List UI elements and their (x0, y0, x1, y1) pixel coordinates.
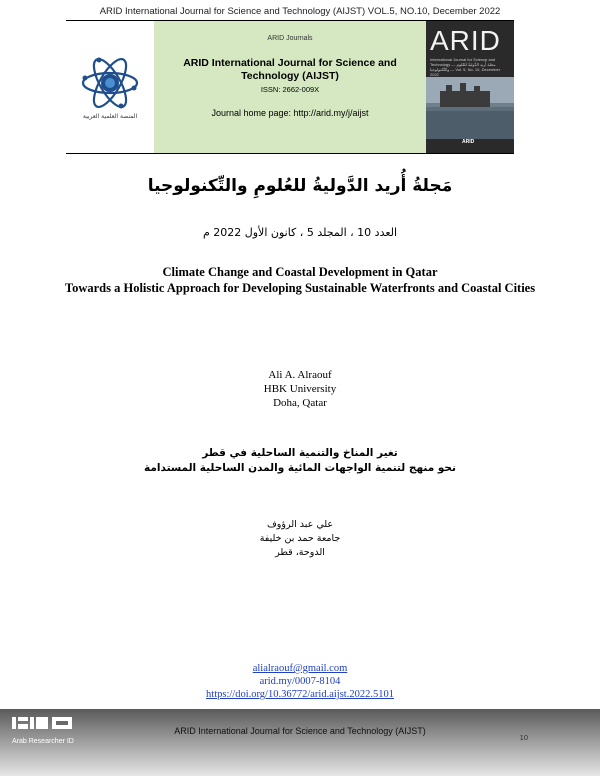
cover-footer-logo: ARID (462, 139, 475, 145)
paper-title-line: Climate Change and Coastal Development in Qatar (162, 265, 438, 279)
cover-subtitle: International Journal for Science and Technology — مجلة أُريد الدَّوليةُ للعُلومِ والتِّكنولوجيا — Vol. 5, No. 10, December 2022 (430, 57, 501, 77)
cover-photo-icon (426, 77, 514, 139)
arid-id-link[interactable]: arid.my/0007-8104 (259, 676, 341, 687)
author-location: Doha, Qatar (273, 397, 327, 409)
author-affiliation-arabic: جامعة حمد بن خليفة (259, 533, 341, 544)
journal-homepage[interactable]: Journal home page: http://arid.my/j/aijst (211, 108, 369, 118)
logo-caption: المنصة العلمية العربية (82, 113, 138, 120)
author-name-arabic: علي عبد الرؤوف (266, 519, 334, 530)
arabic-issue-info: العدد 10 ، المجلد 5 ، كانون الأول 2022 م (202, 226, 398, 239)
page-number: 10 (519, 733, 528, 742)
atom-logo-icon (79, 54, 141, 112)
paper-title (40, 264, 560, 296)
issn: ISSN: 2662-009X (260, 85, 320, 94)
page-footer (0, 709, 600, 776)
journal-info-box (154, 21, 426, 153)
doi-link[interactable]: https://doi.org/10.36772/arid.aijst.2022.5101 (206, 689, 394, 700)
paper-title-arabic (0, 446, 600, 476)
journals-label: ARID Journals (267, 35, 313, 42)
arid-id-label: Arab Researcher ID (12, 738, 74, 745)
author-location-arabic: الدوحة، قطر (275, 547, 325, 558)
author-affiliation: HBK University (263, 383, 337, 395)
author-name: Ali A. Alraouf (268, 369, 332, 381)
journal-banner (66, 20, 514, 154)
arabic-journal-title: مَجلةُ أُريد الدَّوليةُ للعُلومِ والتِّكنولوجيا (147, 176, 453, 196)
email-link[interactable]: alialraouf@gmail.com (252, 663, 348, 674)
paper-title-line: Towards a Holistic Approach for Developing Sustainable Waterfronts and Coastal Cities (64, 281, 536, 295)
footer-journal-name: ARID International Journal for Science and Technology (AIJST) (174, 726, 426, 736)
contact-block (0, 662, 600, 701)
journal-cover (426, 21, 514, 153)
running-header: ARID International Journal for Science and Technology (AIJST) VOL.5, NO.10, December 2022 (99, 6, 501, 17)
author-block-en (0, 368, 600, 410)
cover-title: ARID (430, 25, 501, 56)
author-block-ar (0, 518, 600, 560)
journal-title: ARID International Journal for Science and Technology (AIJST) (183, 57, 397, 82)
paper-title-arabic-line: نحو منهج لتنمية الواجهات المائية والمدن الساحلية المستدامة (144, 462, 456, 474)
journal-logo (66, 21, 154, 153)
paper-title-arabic-line: تغير المناخ والتنمية الساحلية في قطر (202, 447, 398, 459)
